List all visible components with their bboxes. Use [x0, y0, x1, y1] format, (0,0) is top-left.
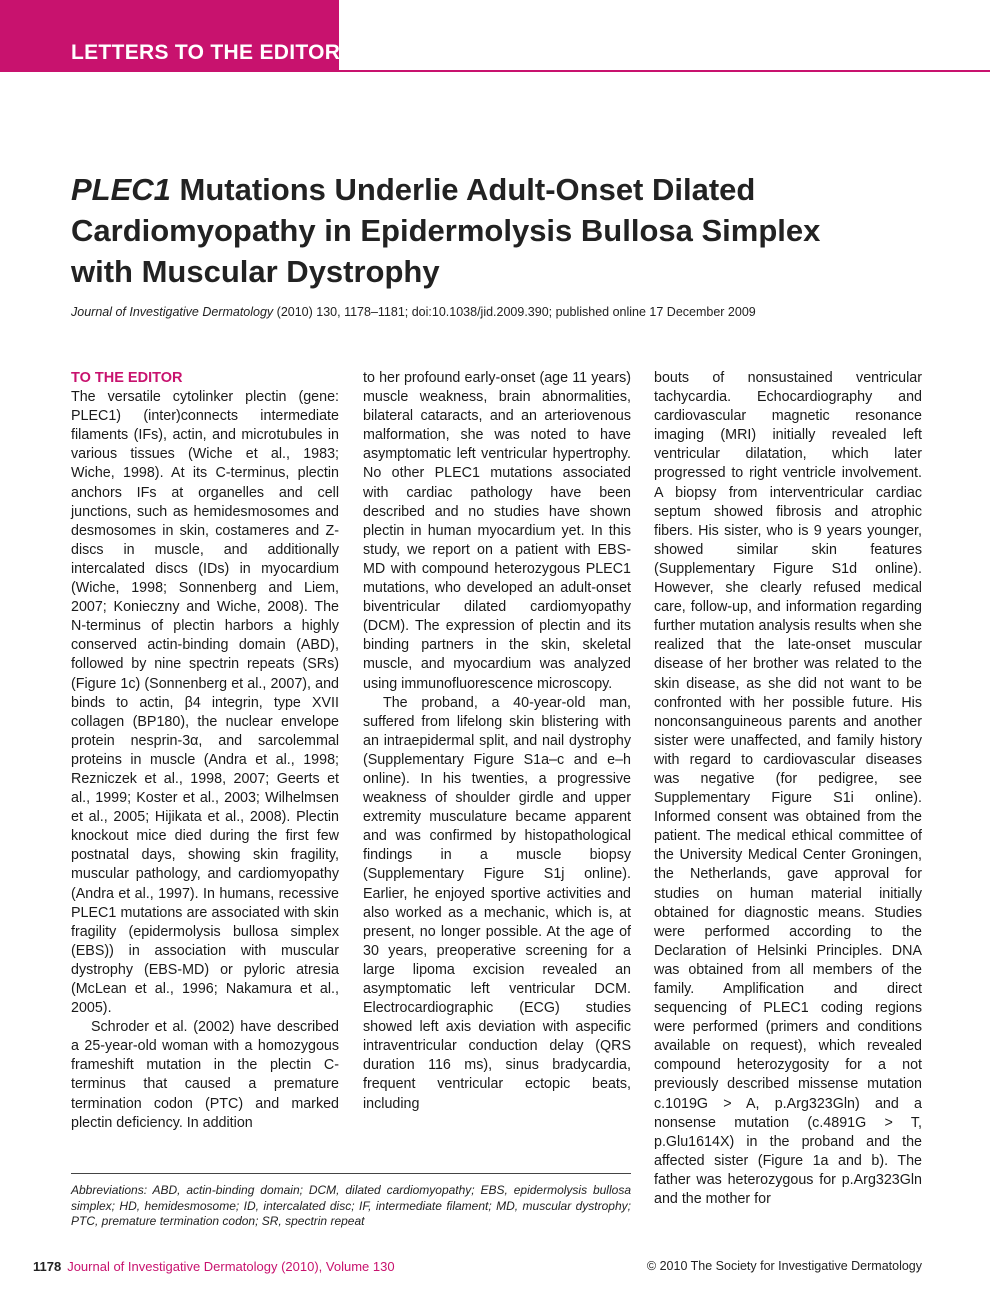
header-rule — [339, 0, 990, 72]
page-footer — [33, 1259, 395, 1274]
copyright: © 2010 The Society for Investigative Dermatology — [646, 1259, 922, 1273]
title-gene: PLEC1 — [71, 172, 171, 207]
title-text: Mutations Underlie Adult-Onset Dilated Cardiomyopathy in Epidermolysis Bullosa Simplex with Muscular Dystrophy — [71, 172, 821, 289]
body-paragraph: The proband, a 40-year-old man, suffered from lifelong skin blistering with an intraepidermal split, and nail dystrophy (Supplementary Figure S1a–c and e–h online). In his twenties, a progressive weakness of shoulder girdle and upper extremity musculature became apparent and was confirmed by histopathological findings in a muscle biopsy (Supplementary Figure S1j online). Earlier, he enjoyed sportive activities and also worked as a mechanic, which is, at present, no longer possible. At the age of 30 years, preoperative screening for a large lipoma excision revealed an asymptomatic left ventricular DCM. Electrocardiographic (ECG) studies showed left axis deviation with aspecific intraventricular conduction delay (QRS duration 116 ms), sinus bradycardia, frequent ventricular ectopic beats, including — [363, 694, 631, 1112]
text-column-3 — [654, 369, 922, 1209]
citation-journal: Journal of Investigative Dermatology — [71, 305, 274, 319]
text-column-2 — [363, 369, 631, 1114]
abbreviations-footnote: Abbreviations: ABD, actin-binding domain; DCM, dilated cardiomyopathy; EBS, epidermolysis bullosa simplex; HD, hemidesmosome; ID, intercalated disc; IF, intermediate filament; MD, muscular dystrophy; PTC, premature termination codon; SR, spectrin repeat — [71, 1183, 631, 1228]
section-banner — [0, 0, 339, 72]
citation-details: (2010) 130, 1178–1181; doi:10.1038/jid.2009.390; published online 17 December 2009 — [273, 305, 756, 319]
citation-line — [71, 305, 931, 319]
article-title — [71, 169, 831, 292]
section-heading: TO THE EDITOR — [71, 370, 183, 386]
footer-journal: Journal of Investigative Dermatology (2010), Volume 130 — [67, 1259, 395, 1274]
body-paragraph: bouts of nonsustained ventricular tachycardia. Echocardiography and cardiovascular magnetic resonance imaging (MRI) initially revealed left ventricular dilatation, which later progressed to right ventricle involvement. A biopsy from interventricular cardiac septum showed fibrosis and atrophic fibers. His sister, who is 9 years younger, showed similar skin features (Supplementary Figure S1d online). However, she clearly refused medical care, follow-up, and information regarding further mutation analysis results when she realized that the late-onset muscular disease of her brother was related to the skin disease, as she did not want to be confronted with her possible future. His nonconsanguineous parents and another sister were unaffected, and family history with regard to cardiovascular diseases was negative (for pedigree, see Supplementary Figure S1i online). Informed consent was obtained from the patient. The medical ethical committee of the University Medical Center Groningen, the Netherlands, gave approval for studies on human material initially obtained for diagnostic means. Studies were performed according to the Declaration of Helsinki Principles. DNA was obtained from all members of the family. Amplification and direct sequencing of PLEC1 coding regions were performed (primers and conditions available on request), which revealed compound heterozygosity for a not previously described missense mutation c.1019G > A, p.Arg323Gln) and a nonsense mutation (c.4891G > T, p.Glu1614X) in the proband and the affected sister (Figure 1a and b). The father was heterozygous for p.Arg323Gln and the mother for — [654, 370, 922, 1208]
footnote-rule — [71, 1173, 631, 1174]
page-number: 1178 — [33, 1259, 62, 1274]
section-label: LETTERS TO THE EDITOR — [71, 41, 341, 64]
body-paragraph: The versatile cytolinker plectin (gene: PLEC1) (inter)connects intermediate filaments (IFs), actin, and microtubules in various tissues (Wiche et al., 1983; Wiche, 1998). At its C-terminus, plectin anchors IFs at organelles and cell junctions, such as hemidesmosomes and desmosomes in skin, costameres and Z-discs in muscle, and additionally intercalated discs (IDs) in myocardium (Wiche, 1998; Sonnenberg and Liem, 2007; Konieczny and Wiche, 2008). The N-terminus of plectin harbors a highly conserved actin-binding domain (ABD), followed by nine spectrin repeats (SRs) (Figure 1c) (Sonnenberg et al., 2007), and binds to actin, β4 integrin, type XVII collagen (BP180), the nuclear envelope protein nesprin-3α, and sarcolemmal proteins in muscle (Andra et al., 1998; Rezniczek et al., 1998, 2007; Geerts et al., 1999; Koster et al., 2003; Wilhelmsen et al., 2005; Hijikata et al., 2008). Plectin knockout mice died during the first few postnatal days, showing skin fragility, muscular pathology, and cardiomyopathy (Andra et al., 1997). In humans, recessive PLEC1 mutations are associated with skin fragility (epidermolysis bullosa simplex (EBS)) in association with muscular dystrophy (EBS-MD) or pyloric atresia (McLean et al., 1996; Nakamura et al., 2005). — [71, 389, 339, 1017]
body-paragraph: Schroder et al. (2002) have described a 25-year-old woman with a homozygous frameshift mutation in the plectin C-terminus that caused a premature termination codon (PTC) and marked plectin deficiency. In addition — [71, 1019, 339, 1131]
body-paragraph: to her profound early-onset (age 11 years) muscle weakness, brain abnormalities, bilateral cataracts, and an arteriovenous malformation, she was noted to have asymptomatic left ventricular hypertrophy. No other PLEC1 mutations associated with cardiac pathology have been described and no studies have shown plectin in human myocardium yet. In this study, we report on a patient with EBS-MD with compound heterozygous PLEC1 mutations, who developed an adult-onset biventricular dilated cardiomyopathy (DCM). The expression of plectin and its binding partners in the skin, skeletal muscle, and myocardium was analyzed using immunofluorescence microscopy. — [363, 370, 631, 692]
text-column-1 — [71, 369, 339, 1133]
